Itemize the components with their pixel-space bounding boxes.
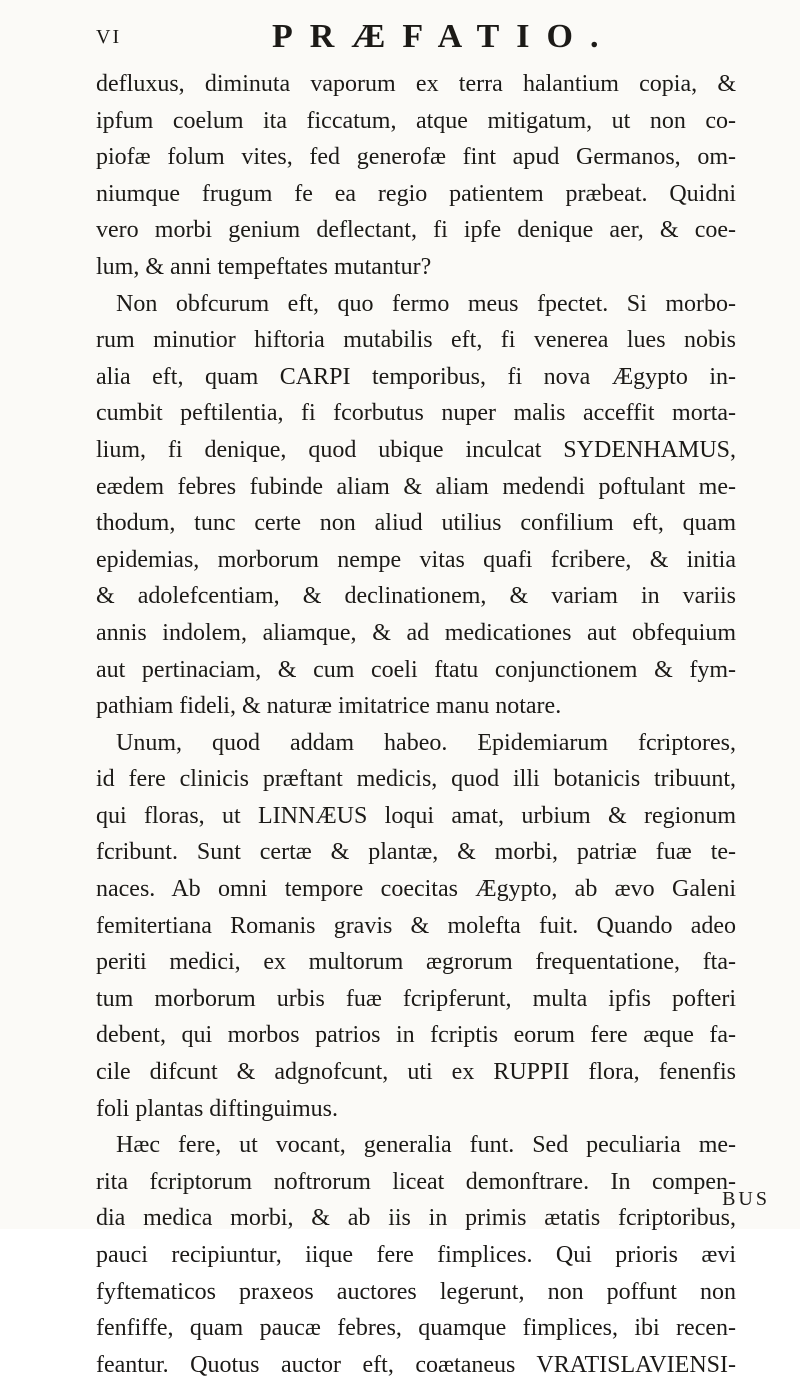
text-line: tum morborum urbis fuæ fcripferunt, multa ipfis pofteri (96, 985, 736, 1012)
text-line: annis indolem, aliamque, & ad medicationes aut obfequium (96, 619, 736, 646)
text-line: feantur. Quotus auctor eft, coætaneus VRATISLAVIENSI- (96, 1351, 736, 1378)
text-line: rita fcriptorum noftrorum liceat demonftrare. In compen- (96, 1168, 736, 1195)
text-line: pauci recipiuntur, iique fere fimplices. Qui prioris ævi (96, 1242, 736, 1268)
text-line: thodum, tunc certe non aliud utilius confilium eft, quam (96, 510, 736, 537)
text-line: vero morbi genium deflectant, fi ipfe denique aer, & coe- (96, 217, 736, 244)
text-line: debent, qui morbos patrios in fcriptis eorum fere æque fa- (96, 1022, 736, 1049)
text-line: epidemias, morborum nempe vitas quafi fcribere, & initia (96, 546, 736, 573)
text-line: fenfiffe, quam paucæ febres, quamque fimplices, ibi recen- (96, 1315, 736, 1342)
text-line: Non obfcurum eft, quo fermo meus fpectet. Si morbo- (116, 290, 736, 317)
text-line: niumque frugum fe ea regio patientem præbeat. Quidni (96, 180, 736, 207)
text-line: Unum, quod addam habeo. Epidemiarum fcriptores, (116, 729, 736, 756)
text-line: eædem febres fubinde aliam & aliam medendi poftulant me- (96, 473, 736, 500)
text-line: lum, & anni tempeftates mutantur? (96, 253, 432, 280)
text-line: lium, fi denique, quod ubique inculcat SYDENHAMUS, (96, 436, 736, 463)
text-line: id fere clinicis præftant medicis, quod illi botanicis tribuunt, (96, 766, 736, 793)
text-line: fcribunt. Sunt certæ & plantæ, & morbi, patriæ fuæ te- (96, 839, 736, 866)
page-number: VI (96, 26, 122, 48)
text-line: defluxus, diminuta vaporum ex terra halantium copia, & (96, 71, 736, 97)
body-text (96, 66, 736, 1383)
text-line: ipfum coelum ita ficcatum, atque mitigatum, ut non co- (96, 107, 736, 134)
text-line: cumbit peftilentia, fi fcorbutus nuper malis acceffit morta- (96, 400, 736, 427)
text-line: qui floras, ut LINNÆUS loqui amat, urbium & regionum (96, 802, 736, 829)
text-line: aut pertinaciam, & cum coeli ftatu conjunctionem & fym- (96, 656, 736, 683)
text-line: Hæc fere, ut vocant, generalia funt. Sed peculiaria me- (116, 1132, 736, 1159)
text-line: rum minutior hiftoria mutabilis eft, fi venerea lues nobis (96, 327, 736, 354)
text-line: dia medica morbi, & ab iis in primis ætatis fcriptoribus, (96, 1205, 736, 1232)
text-line: femitertiana Romanis gravis & molefta fuit. Quando adeo (96, 912, 736, 939)
text-line: cile difcunt & adgnofcunt, uti ex RUPPII flora, fenenfis (96, 1059, 736, 1086)
text-line: fyftematicos praxeos auctores legerunt, non poffunt non (96, 1278, 736, 1305)
text-line: pathiam fideli, & naturæ imitatrice manu notare. (96, 693, 562, 720)
running-title: PRÆFATIO. (272, 18, 616, 55)
catchword: BUS (722, 1188, 770, 1210)
text-line: alia eft, quam CARPI temporibus, fi nova Ægypto in- (96, 363, 736, 390)
page-header (96, 18, 716, 58)
text-line: periti medici, ex multorum ægrorum frequentatione, fta- (96, 949, 736, 976)
text-line: naces. Ab omni tempore coecitas Ægypto, ab ævo Galeni (96, 876, 736, 903)
text-line: foli plantas diftinguimus. (96, 1095, 338, 1122)
text-line: piofæ folum vites, fed generofæ fint apud Germanos, om- (96, 144, 736, 171)
text-line: & adolefcentiam, & declinationem, & variam in variis (96, 583, 736, 610)
